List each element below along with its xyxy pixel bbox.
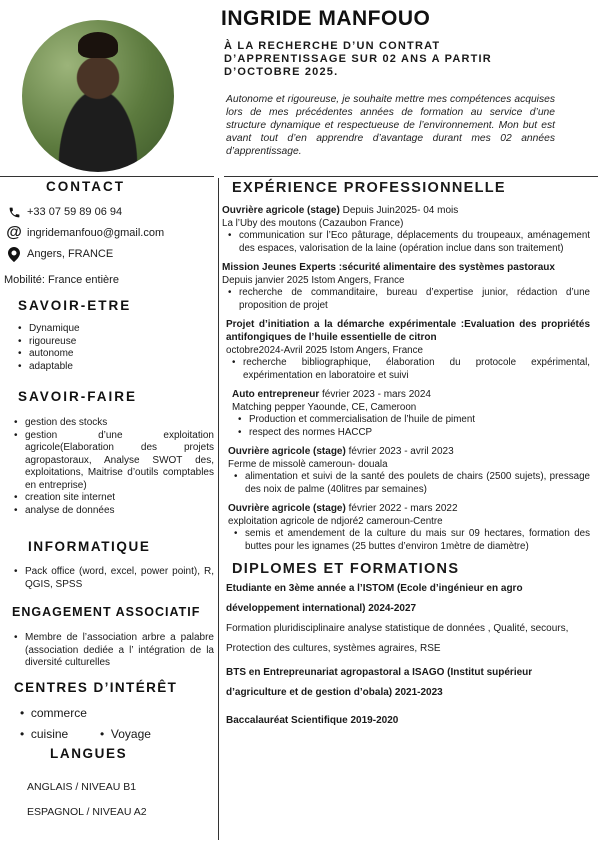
job-bullet: • Production et commercialisation de l’huile de piment [232, 414, 590, 427]
list-item: • creation site internet [12, 492, 214, 505]
engagement-heading: ENGAGEMENT ASSOCIATIF [12, 605, 201, 619]
objective-statement: À LA RECHERCHE D’UN CONTRAT D’APPRENTISSAGE SUR 02 ANS A PARTIR D’OCTOBRE 2025. [224, 40, 492, 78]
candidate-name: INGRIDE MANFOUO [221, 7, 431, 30]
informatique-heading: INFORMATIQUE [28, 539, 151, 554]
job-place: La l’Uby des moutons (Cazaubon France) [222, 218, 404, 229]
diploma-detail: Formation pluridisciplinaire analyse statistique de données , Qualité, secours, Protection des cultures, systèmes agraires, RSE [226, 623, 569, 654]
contact-location [6, 245, 113, 263]
job-entry [222, 445, 590, 496]
intro-paragraph: Autonome et rigoureuse, je souhaite mettre mes compétences acquises lors de mes précédentes années de formation au service d’une structure dynamique et respectueuse de l’environnement. Mon but est avant tout d’en apprendre d’avantage durant mes 02 années d’apprentissage. [226, 94, 555, 157]
list-item: • gestion des stocks [12, 417, 214, 430]
contact-phone [6, 203, 122, 221]
diploma-list [222, 579, 590, 731]
job-dates: février 2022 - mars 2022 [345, 503, 458, 514]
list-item: • rigoureuse [16, 336, 206, 349]
savoir-etre-list [16, 323, 206, 373]
at-icon: @ [6, 224, 22, 241]
mobility-text: Mobilité: France entière [4, 274, 119, 286]
right-column [222, 180, 590, 731]
column-divider [218, 178, 219, 840]
job-bullet: • communication sur l’Eco pâturage, déplacements du troupeaux, aménagement des espaces, valorisation de la laine (opération inclue dans son traitement) [222, 230, 590, 255]
savoir-etre-heading: SAVOIR-ETRE [18, 298, 132, 313]
list-item: • adaptable [16, 361, 206, 374]
interest-item-voyage: • Voyage [100, 727, 151, 741]
interest-item-cuisine: • cuisine [20, 727, 69, 741]
interest-item-commerce: • commerce [20, 706, 87, 720]
experience-heading: EXPÉRIENCE PROFESSIONNELLE [232, 180, 506, 196]
job-entry [222, 502, 590, 553]
email-address[interactable]: ingridemanfouo@gmail.com [27, 227, 165, 239]
job-bullet: • recherche de commanditaire, bureau d’expertise junior, rédaction d’une proposition de projet [222, 287, 590, 312]
job-place: octobre2024-Avril 2025 Istom Angers, France [226, 345, 423, 356]
location-pin-icon [6, 247, 22, 262]
job-bullet: • recherche bibliographique, élaboration du protocole expérimental, expérimentation en laboratoire et suivi [226, 357, 590, 382]
job-place: Matching pepper Yaounde, CE, Cameroon [232, 402, 417, 413]
job-title: Projet d’initiation a la démarche expérimentale :Evaluation des propriétés antifongiques de l’huile essentielle de citron [226, 319, 590, 343]
savoir-faire-heading: SAVOIR-FAIRE [18, 389, 138, 404]
langues-heading: LANGUES [50, 746, 128, 761]
job-place: exploitation agricole de ndjoré2 cameroun-Centre [228, 516, 443, 527]
job-entry [222, 204, 590, 255]
diploma-title: Baccalauréat Scientifique 2019-2020 [226, 715, 399, 726]
job-entry [222, 388, 590, 439]
contact-email [6, 224, 164, 242]
job-place: Depuis janvier 2025 Istom Angers, France [222, 275, 405, 286]
job-title: Ouvrière agricole (stage) [222, 205, 340, 216]
job-title: Auto entrepreneur [232, 389, 320, 400]
engagement-list [12, 632, 214, 670]
job-dates: Depuis Juin2025- 04 mois [339, 205, 459, 216]
job-title: Ouvrière agricole (stage) [228, 503, 346, 514]
job-bullet: • alimentation et suivi de la santé des poulets de chairs (2500 sujets), pressage des noix de palme (40litres par semaines) [228, 471, 590, 496]
diploma-title: Etudiante en 3ème année a l’ISTOM (Ecole d’ingénieur en agro développement international) 2024-2027 [226, 583, 523, 614]
job-title: Mission Jeunes Experts :sécurité alimentaire des systèmes pastoraux [222, 262, 555, 273]
list-item: • autonome [16, 348, 206, 361]
job-entry [222, 318, 590, 382]
divider-left [0, 176, 214, 177]
savoir-faire-list [12, 417, 214, 517]
list-item: • analyse de données [12, 505, 214, 518]
language-spanish: ESPAGNOL / NIVEAU A2 [27, 806, 147, 818]
language-english: ANGLAIS / NIVEAU B1 [27, 781, 137, 793]
job-title: Ouvrière agricole (stage) [228, 446, 346, 457]
job-bullet: • respect des normes HACCP [232, 427, 590, 440]
interets-heading: CENTRES D’INTÉRÊT [14, 680, 178, 695]
divider-right [224, 176, 598, 177]
contact-heading: CONTACT [46, 179, 125, 194]
job-bullet: • semis et amendement de la culture du mais sur 09 hectares, formation des buttes pour les ignames (25 buttes d’environ 1mètre de diamètre) [228, 528, 590, 553]
job-dates: février 2023 - avril 2023 [345, 446, 454, 457]
phone-number[interactable]: +33 07 59 89 06 94 [27, 206, 123, 218]
job-dates: février 2023 - mars 2024 [319, 389, 431, 400]
list-item: • gestion d’une exploitation agricole(Elaboration des projets agropastoraux, Analyse SWOT des, exploitations, Maitrise d’outils comptables en entreprise) [12, 430, 214, 493]
list-item: • Membre de l’association arbre a palabre (association dediée a l’ intégration de la diversité culturelles [12, 632, 214, 670]
profile-photo [22, 20, 174, 172]
phone-icon [6, 206, 22, 219]
job-entry [222, 261, 590, 312]
location-text: Angers, FRANCE [27, 248, 114, 260]
list-item: • Dynamique [16, 323, 206, 336]
job-place: Ferme de missolè cameroun- douala [228, 459, 388, 470]
diplomes-heading: DIPLOMES ET FORMATIONS [232, 561, 460, 577]
list-item: • Pack office (word, excel, power point), R, QGIS, SPSS [12, 566, 214, 591]
diploma-title: BTS en Entrepreunariat agropastoral a ISAGO (Institut supérieur d’agriculture et de gestion d’obala) 2021-2023 [226, 667, 533, 698]
informatique-list [12, 566, 214, 591]
